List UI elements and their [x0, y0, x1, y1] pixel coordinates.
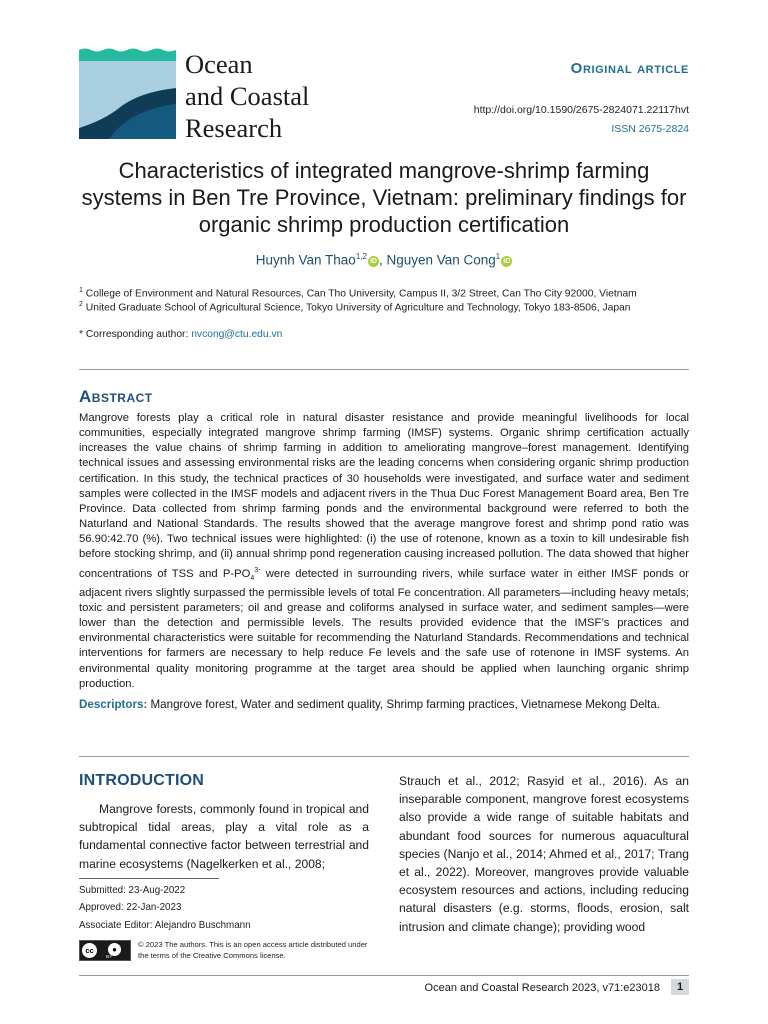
introduction-text: Mangrove forests, commonly found in tropical and subtropical tidal areas, play a vital role as a fundamental connective factor between terrestrial and marine ecosystems (Nagelkerken et al., 2008;	[79, 802, 369, 871]
author-name[interactable]: Huynh Van Thao	[255, 252, 356, 268]
affiliation	[79, 287, 699, 299]
affiliation	[79, 301, 699, 313]
article-title: Characteristics of integrated mangrove-shrimp farming systems in Ben Tre Province, Vietnam: preliminary findings for organic shrimp production certification	[81, 158, 687, 237]
orcid-icon[interactable]: iD	[503, 257, 511, 265]
footnote-divider	[79, 878, 219, 879]
cc-by-label: BY	[106, 954, 113, 959]
footer-divider	[79, 975, 689, 976]
author-affil-ref: 1,2	[355, 252, 367, 261]
corresponding-label: * Corresponding author:	[79, 329, 192, 340]
approved-date: Approved: 22-Jan-2023	[79, 902, 182, 913]
affiliation-number: 1	[79, 287, 83, 294]
abstract-text	[79, 411, 689, 692]
attribution-icon: ●	[108, 943, 121, 956]
affiliation-text: College of Environment and Natural Resources, Can Tho University, Campus II, 3/2 Street, Can Tho City 92000, Vietnam	[85, 288, 637, 300]
introduction-heading: INTRODUCTION	[79, 772, 205, 789]
affiliation-number: 2	[79, 301, 83, 308]
divider	[79, 756, 689, 757]
journal-name: Ocean and Coastal Research	[185, 49, 310, 143]
abstract-subscript: 4	[250, 574, 255, 582]
author-affil-ref: 1	[495, 252, 501, 261]
right-column-text: Strauch et al., 2012; Rasyid et al., 2016). As an inseparable component, mangrove forest ecosystems also provide a wide range of suitable habitats and abundant food sources for numerous aquacultural species (Nanjo et al., 2014; Ahmed et al., 2017; Trang et al., 2022). Moreover, mangroves provide valuable ecosystem resources and actions, including reducing natural disasters (e.g. storms, floods, erosion, salt intrusion and climate change); providing wood	[399, 774, 689, 934]
author-name[interactable]: Nguyen Van Cong	[386, 252, 496, 268]
author-list	[79, 252, 689, 268]
descriptors-label: Descriptors:	[79, 698, 148, 711]
creative-commons-badge[interactable]	[79, 940, 131, 961]
corresponding-email[interactable]: nvcong@ctu.edu.vn	[191, 329, 283, 340]
submitted-date: Submitted: 23-Aug-2022	[79, 885, 186, 896]
footer-citation: Ocean and Coastal Research 2023, v71:e23018	[424, 982, 660, 994]
article-type: Original article	[570, 60, 689, 77]
author-separator: ,	[378, 252, 387, 268]
abstract-body: were detected in surrounding rivers, while surface water in either IMSF ponds or adjacent rivers slightly surpassed the permissible levels of total Fe concentration. All parameters—including heavy metals; toxic and persistent parameters; oil and grease and coliforms analysed in surface water, and sediment samples—were lower than the detection and permissible levels. The results provided evidence that the IMSF’s practices and environmental characteristics were suitable for recommending the Naturland Standards. Recommendations and technical interventions for farmers are necessary to help reduce Fe levels and the safe use of rotenone in IMSF systems. An environmental quality monitoring programme at the target area should be applied when launching organic shrimp production.	[79, 567, 689, 690]
issn: ISSN 2675-2824	[611, 123, 689, 135]
cc-icon: cc	[82, 943, 97, 958]
journal-logo	[79, 48, 176, 139]
corresponding-author	[79, 329, 282, 340]
orcid-icon[interactable]: iD	[369, 257, 377, 265]
doi-link[interactable]: http://doi.org/10.1590/2675-2824071.22117hvt	[473, 104, 689, 116]
divider	[79, 369, 689, 370]
license-text: © 2023 The authors. This is an open access article distributed under the terms of the Creative Commons license.	[138, 940, 368, 960]
abstract-heading: Abstract	[79, 387, 153, 406]
affiliation-text: United Graduate School of Agricultural Science, Tokyo University of Agriculture and Technology, Tokyo 183-8506, Japan	[85, 302, 631, 314]
descriptors-text: Mangrove forest, Water and sediment quality, Shrimp farming practices, Vietnamese Mekong Delta.	[147, 698, 661, 711]
abstract-superscript: 3-	[254, 566, 261, 574]
left-column	[79, 772, 369, 873]
descriptors	[79, 697, 689, 713]
associate-editor: Associate Editor: Alejandro Buschmann	[79, 920, 251, 931]
abstract-body: Mangrove forests play a critical role in natural disaster resistance and provide meaningful livelihoods for local communities, especially integrated mangrove shrimp farming (IMSF) systems. Organic shrimp certification actually increases the value chains of shrimp farming in addition to ameliorating mangrove–forest management. Identifying technical issues and assessing environmental risks are the leading concerns when considering organic shrimp production certification. In this study, the technical practices of 30 households were investigated, and surface water and sediment samples were collected in the IMSF models and adjacent rivers in the Thua Duc Forest Management Board area, Ben Tre Province. Data collected from shrimp farming ponds and the environmental background were referred to both the Naturland and National Standards. The results showed that the average mangrove forest and shrimp pond ratio was 56.90:42.70 (%). Two technical issues were highlighted: (i) the use of rotenone, known as a toxin to kill undesirable fish before stocking shrimp, and (ii) annual shrimp pond regeneration causing increased pollution. The data showed that higher concentrations of TSS and P-PO	[79, 412, 689, 580]
page-number: 1	[671, 979, 689, 995]
journal-header	[79, 48, 689, 143]
